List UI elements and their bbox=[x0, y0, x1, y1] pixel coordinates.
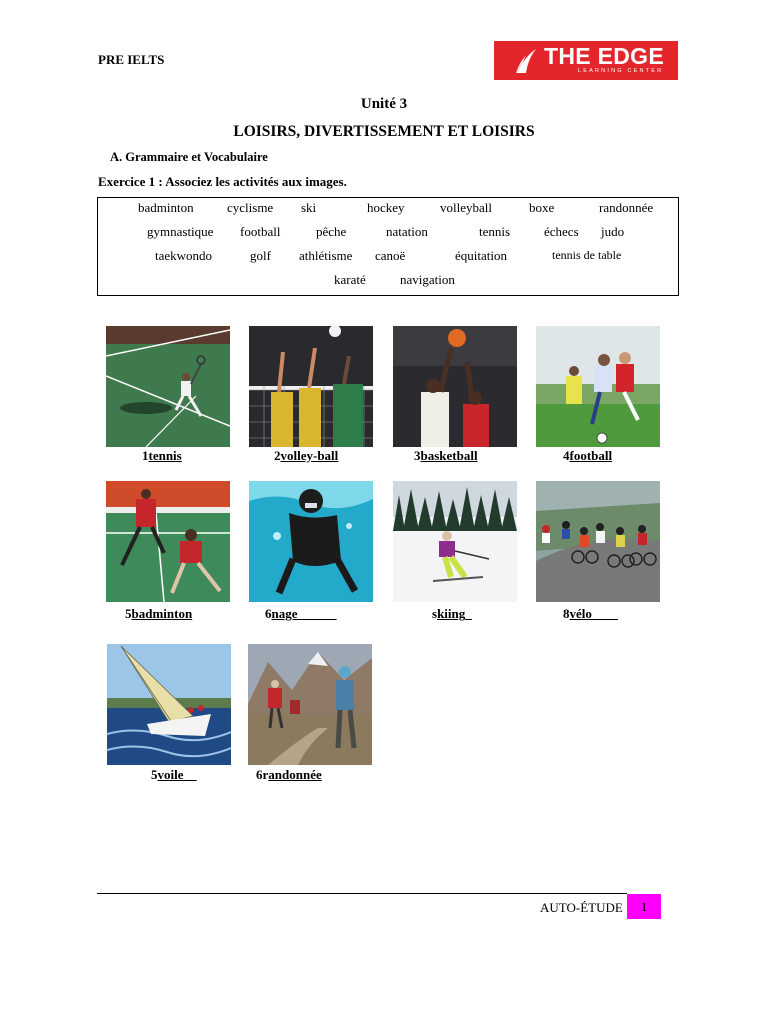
word-bank-item: volleyball bbox=[440, 200, 492, 215]
basketball-photo bbox=[393, 326, 517, 447]
word-bank-item: golf bbox=[250, 248, 271, 263]
section-heading: A. Grammaire et Vocabulaire bbox=[110, 150, 268, 164]
logo-tagline: LEARNING CENTER bbox=[578, 68, 664, 74]
word-bank-item: athlétisme bbox=[299, 248, 353, 263]
word-bank-item: canoë bbox=[375, 248, 406, 263]
page-number: 1 bbox=[627, 894, 661, 919]
word-bank-item: équitation bbox=[455, 248, 507, 263]
unit-subtitle: LOISIRS, DIVERTISSEMENT ET LOISIRS bbox=[233, 123, 535, 140]
word-bank-item: natation bbox=[386, 224, 428, 239]
word-bank-item: judo bbox=[601, 224, 625, 239]
word-bank-item: navigation bbox=[400, 272, 455, 287]
image-caption: 1tennis bbox=[142, 448, 182, 463]
skiing-photo bbox=[393, 481, 517, 602]
volleyball-photo bbox=[249, 326, 373, 447]
word-bank-item: tennis bbox=[479, 224, 511, 239]
cycling-photo bbox=[536, 481, 660, 602]
word-bank-item: échecs bbox=[544, 224, 579, 239]
word-bank-item: pêche bbox=[316, 224, 347, 239]
word-bank-item: boxe bbox=[529, 200, 555, 215]
word-bank-item: ski bbox=[301, 200, 317, 215]
image-caption: 2volley-ball bbox=[274, 448, 339, 463]
logo-name: THE EDGE bbox=[544, 43, 664, 69]
sailing-photo bbox=[107, 644, 231, 765]
word-bank-item: hockey bbox=[367, 200, 405, 215]
word-bank-item: karaté bbox=[334, 272, 366, 287]
word-bank-item: cyclisme bbox=[227, 200, 274, 215]
footer-divider bbox=[97, 893, 627, 894]
footer-label: AUTO-ÉTUDE bbox=[540, 900, 623, 915]
image-caption: skiing_ bbox=[432, 606, 472, 621]
image-caption: 4football bbox=[563, 448, 613, 463]
football-photo bbox=[536, 326, 660, 447]
hiking-photo bbox=[248, 644, 372, 765]
word-bank-item: football bbox=[240, 224, 281, 239]
word-bank-item: gymnastique bbox=[147, 224, 214, 239]
image-caption: 3basketball bbox=[414, 448, 478, 463]
image-caption: 6randonnée bbox=[256, 767, 322, 782]
tennis-photo bbox=[106, 326, 230, 447]
word-bank-item: badminton bbox=[138, 200, 194, 215]
word-bank-item: taekwondo bbox=[155, 248, 213, 263]
word-bank-item: tennis de table bbox=[552, 248, 622, 262]
word-bank bbox=[97, 197, 679, 296]
brand-logo bbox=[494, 41, 678, 80]
unit-title: Unité 3 bbox=[360, 96, 408, 112]
image-caption: 6nage______ bbox=[265, 606, 337, 621]
image-caption: 5voile__ bbox=[151, 767, 197, 782]
header-label: PRE IELTS bbox=[98, 52, 165, 67]
word-bank-item: randonnée bbox=[599, 200, 654, 215]
swimming-photo bbox=[249, 481, 373, 602]
image-caption: 5badminton bbox=[125, 606, 193, 621]
badminton-photo bbox=[106, 481, 230, 602]
image-caption: 8vélo____ bbox=[563, 606, 618, 621]
exercise-title: Exercice 1 : Associez les activités aux images. bbox=[98, 174, 347, 189]
sail-logo-icon bbox=[514, 47, 540, 75]
